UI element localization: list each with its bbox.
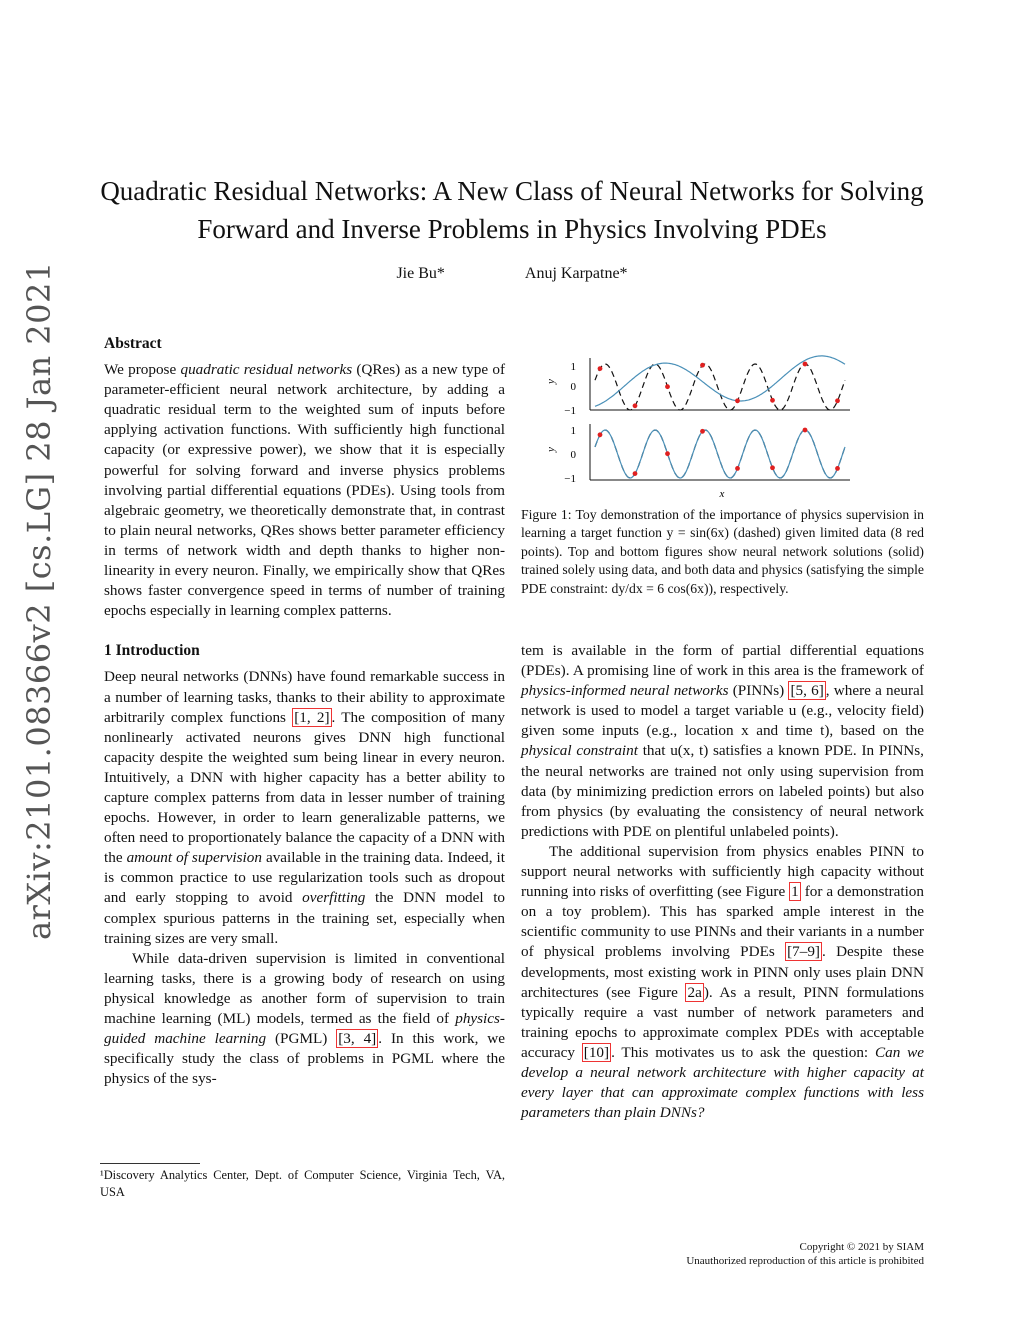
data-point	[700, 363, 705, 368]
data-point	[803, 428, 808, 433]
data-point	[803, 362, 808, 367]
series-data-only-solid	[595, 356, 845, 406]
figure-1-plots	[540, 354, 860, 502]
data-point	[598, 432, 603, 437]
series-target-dashed	[595, 430, 845, 478]
data-point	[700, 429, 705, 434]
citation-link[interactable]: [1, 2]	[294, 708, 330, 726]
citation-link[interactable]: [7–9]	[787, 943, 820, 961]
plot-top	[545, 356, 850, 417]
x-axis-label: x	[719, 488, 725, 500]
tick-label: 0	[570, 449, 576, 461]
figure-caption: Figure 1: Toy demonstration of the importance of physics supervision in learning a target function y = sin(6x) (dashed) given limited data (8 red points). Top and bottom figures show neural network solutions (solid) trained solely using data, and both data and physics (satisfying the simple PDE constraint: dy/dx = 6 cos(6x)), respectively.	[521, 507, 924, 596]
tick-label: 1	[570, 361, 576, 373]
tick-label: −1	[564, 405, 576, 417]
data-point	[735, 398, 740, 403]
right-column	[521, 641, 924, 1123]
y-axis-label: y	[545, 379, 557, 384]
intro-paragraph-2: While data-driven supervision is limited in conventional learning tasks, there is a growing body of research on using physical knowledge as another form of supervision to train machine learning (ML) models, termed as the field of physics-guided machine learning (PGML) [3, 4] . In this work, we specifically study the class of problems in PGML where the physics of the sys-	[104, 949, 505, 1088]
data-point	[770, 465, 775, 470]
data-point	[835, 398, 840, 403]
author-2: Anuj Karpatne*	[524, 265, 628, 282]
citation-link[interactable]: [3, 4]	[338, 1030, 377, 1048]
citation-link[interactable]: [10]	[583, 1043, 610, 1061]
data-point	[633, 471, 638, 476]
tick-label: 1	[570, 425, 576, 437]
data-point	[665, 384, 670, 389]
figure-link[interactable]: 2a	[687, 983, 702, 1001]
data-point	[665, 451, 670, 456]
footnote: ¹Discovery Analytics Center, Dept. of Computer Science, Virginia Tech, VA, USA	[100, 1168, 505, 1199]
paper-title: Quadratic Residual Networks: A New Class of Neural Networks for Solving Forward and Inverse Problems in Physics Involving PDEs	[100, 176, 924, 244]
abstract-text: We propose quadratic residual networks (QRes) as a new type of parameter-efficient neural network architecture, by adding a quadratic residual term to the weighted sum of inputs before applying activation functions. With sufficiently high functional capacity (or expressive power), we show that it is especially powerful for solving forward and inverse physics problems involving partial differential equations (PDEs). Using tools from algebraic geometry, we theoretically demonstrate that, in contrast to plain neural networks, QRes shows better parameter efficiency in terms of network width and depth thanks to higher non-linearity in every neuron. Finally, we empirically show that QRes shows faster convergence speed in terms of number of training epochs especially in learning complex patterns.	[104, 361, 506, 620]
author-1: Jie Bu*	[396, 265, 445, 282]
data-point	[598, 366, 603, 371]
left-column	[104, 334, 505, 1089]
citation-link[interactable]: [5, 6]	[790, 682, 824, 700]
right-paragraph-1: tem is available in the form of partial differential equations (PDEs). A promising line of work in this area is the framework of physics-informed neural networks (PINNs) [5, 6] , where a neural network is used to model a target variable u (e.g., velocity field) given some inputs (e.g., location x and time t), based on the physical constraint that u(x, t) satisfies a known PDE. In PINNs, the neural networks are trained not only using supervision from data (by minimizing prediction errors on labeled points) but also from physics (by evaluating the consistency of neural network predictions with PDE on plentiful unlabeled points).	[521, 642, 924, 840]
tick-label: −1	[564, 473, 576, 485]
arxiv-identifier: arXiv:2101.08366v2 [cs.LG] 28 Jan 2021	[20, 261, 58, 940]
section-heading-introduction: 1 Introduction	[104, 642, 200, 660]
data-point	[835, 466, 840, 471]
footnote-rule	[100, 1163, 200, 1164]
authors	[100, 265, 924, 283]
data-point	[633, 403, 638, 408]
right-paragraph-2: The additional supervision from physics enables PINN to support neural networks with sufficiently high capacity without running into risks of overfitting (see Figure 1 for a demonstration on a toy problem). This has sparked ample interest in the scientific community to use PINNs and their variants in a number of physical problems involving PDEs [7–9] . Despite these developments, most existing work in PINN only uses plain DNN architectures (see Figure 2a ). As a result, PINN formulations typically require a vast number of network parameters and training epochs to approximate complex PDEs with acceptable accuracy [10] . This motivates us to ask the question: Can we develop a neural network architecture with higher capacity at every layer that can approximate complex functions with less parameters than plain DNNs?	[521, 842, 924, 1122]
data-point	[770, 398, 775, 403]
series-target-dashed	[595, 364, 845, 410]
abstract-heading: Abstract	[104, 335, 162, 352]
copyright-notice: Copyright © 2021 by SIAM Unauthorized reproduction of this article is prohibited	[686, 1241, 924, 1267]
tick-label: 0	[570, 381, 576, 393]
series-physics-solid	[595, 430, 845, 478]
figure-link[interactable]: 1	[791, 883, 799, 901]
intro-paragraph-1: Deep neural networks (DNNs) have found remarkable success in a number of learning tasks, thanks to their ability to approximate arbitrarily complex functions [1, 2] . The composition of many nonlinearly activated neurons gives DNN high functional capacity despite the weighted sum being linear in every neuron. Intuitively, a DNN with higher capacity has a better ability to capture complex patterns from data in lesser number of training epochs. However, in order to learn generalizable patterns, we often need to proportionately balance the capacity of a DNN with the amount of supervision available in the training data. Indeed, it is common practice to use regularization tools such as dropout and early stopping to avoid overfitting the DNN model to complex spurious patterns in the training set, especially when training sizes are very small.	[104, 668, 506, 947]
plot-bottom	[545, 424, 850, 500]
y-axis-label: y	[545, 447, 557, 452]
data-point	[735, 466, 740, 471]
